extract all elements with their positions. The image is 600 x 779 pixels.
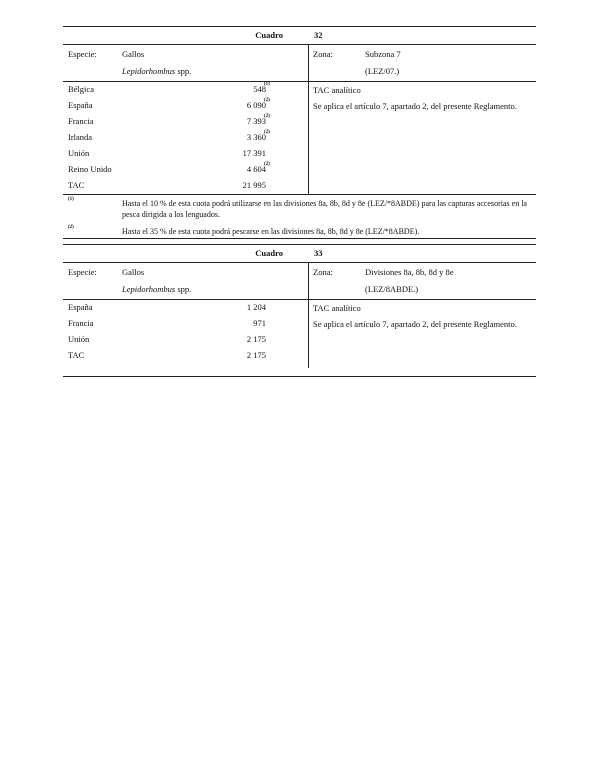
- quota-cell: 971: [253, 318, 266, 328]
- quota-cell: 3 360: [246, 132, 266, 142]
- table-header: [63, 45, 536, 82]
- country-cell: Unión: [68, 148, 90, 158]
- table-row: [63, 130, 536, 146]
- column-divider: [308, 45, 309, 81]
- quota-cell: 2 175: [246, 350, 266, 360]
- article-note: Se aplica el artículo 7, apartado 2, del presente Reglamento.: [313, 319, 517, 329]
- footnote-text: Hasta el 10 % de esta cuota podrá utilizarse en las divisiones 8a, 8b, 8d y 8e (LEZ/*8ABDE) para las capturas accesorias en la pesca dirigida a los lenguados.: [122, 199, 527, 219]
- table-cuadro-32: [63, 26, 536, 239]
- tac-type-note: TAC analítico: [313, 85, 361, 95]
- country-cell: España: [68, 302, 93, 312]
- especie-latin-suffix: spp.: [177, 284, 192, 294]
- country-cell: Unión: [68, 334, 90, 344]
- country-cell: TAC: [68, 350, 85, 360]
- table-row: [63, 348, 536, 364]
- especie-label: Especie:: [68, 49, 97, 59]
- especie-common-name: Gallos: [122, 49, 145, 59]
- quota-cell: 2 175: [246, 334, 266, 344]
- footnote-ref: (2): [264, 162, 270, 167]
- especie-latin-genus: Lepidorhombus: [122, 284, 176, 294]
- table-body: [63, 82, 536, 194]
- country-cell: Irlanda: [68, 132, 93, 142]
- zona-name: Subzona 7: [365, 49, 401, 59]
- zona-code: (LEZ/07.): [365, 66, 400, 76]
- table-header: [63, 263, 536, 300]
- column-divider: [308, 263, 309, 299]
- table-cuadro-33: [63, 244, 536, 377]
- country-cell: Francia: [68, 318, 94, 328]
- especie-latin-suffix: spp.: [177, 66, 192, 76]
- quota-cell: 7 393: [246, 116, 266, 126]
- table-row: [63, 114, 536, 130]
- footnote-ref: (2): [264, 130, 270, 135]
- footnote-text: Hasta el 35 % de esta cuota podrá pescarse en las divisiones 8a, 8b, 8d y 8e (LEZ/*8ABDE).: [122, 227, 420, 236]
- table-bottom-rule: [63, 238, 536, 239]
- table-body: [63, 300, 536, 368]
- quota-cell: 21 995: [242, 180, 266, 190]
- quota-cell: 6 090: [246, 100, 266, 110]
- footnote-item: [63, 223, 536, 238]
- quota-cell: 1 204: [246, 302, 266, 312]
- table-row: [63, 162, 536, 178]
- table-row: [63, 300, 536, 316]
- table-title: [63, 26, 536, 45]
- footnote-ref: (1): [264, 82, 270, 87]
- especie-latin-name: [122, 66, 191, 76]
- table-title: [63, 244, 536, 263]
- zona-label: Zona:: [313, 49, 333, 59]
- especie-label: Especie:: [68, 267, 97, 277]
- footnote-mark: (1): [68, 197, 74, 202]
- table-row: [63, 178, 536, 194]
- footnote-ref: (2): [264, 98, 270, 103]
- country-cell: Bélgica: [68, 84, 94, 94]
- country-cell: Reino Unido: [68, 164, 112, 174]
- table-title-number: 32: [314, 30, 323, 40]
- article-note: Se aplica el artículo 7, apartado 2, del presente Reglamento.: [313, 101, 517, 111]
- footnote-ref: (2): [264, 114, 270, 119]
- zona-code: (LEZ/8ABDE.): [365, 284, 419, 294]
- quota-cell: 17 391: [242, 148, 266, 158]
- footnote-item: [63, 195, 536, 223]
- especie-common-name: Gallos: [122, 267, 145, 277]
- table-title-label: Cuadro: [255, 248, 283, 258]
- table-row: [63, 146, 536, 162]
- country-cell: España: [68, 100, 93, 110]
- footnote-mark: (2): [68, 225, 74, 230]
- especie-latin-genus: Lepidorhombus: [122, 66, 176, 76]
- table-title-label: Cuadro: [255, 30, 283, 40]
- table-bottom-rule: [63, 376, 536, 377]
- footnotes: [63, 194, 536, 238]
- country-cell: TAC: [68, 180, 85, 190]
- quota-cell: 548: [253, 84, 266, 94]
- quota-cell: 4 604: [246, 164, 266, 174]
- tac-type-note: TAC analítico: [313, 303, 361, 313]
- zona-name: Divisiones 8a, 8b, 8d y 8e: [365, 267, 454, 277]
- table-row: [63, 82, 536, 98]
- table-row: [63, 332, 536, 348]
- especie-latin-name: [122, 284, 191, 294]
- zona-label: Zona:: [313, 267, 333, 277]
- country-cell: Francia: [68, 116, 94, 126]
- table-title-number: 33: [314, 248, 323, 258]
